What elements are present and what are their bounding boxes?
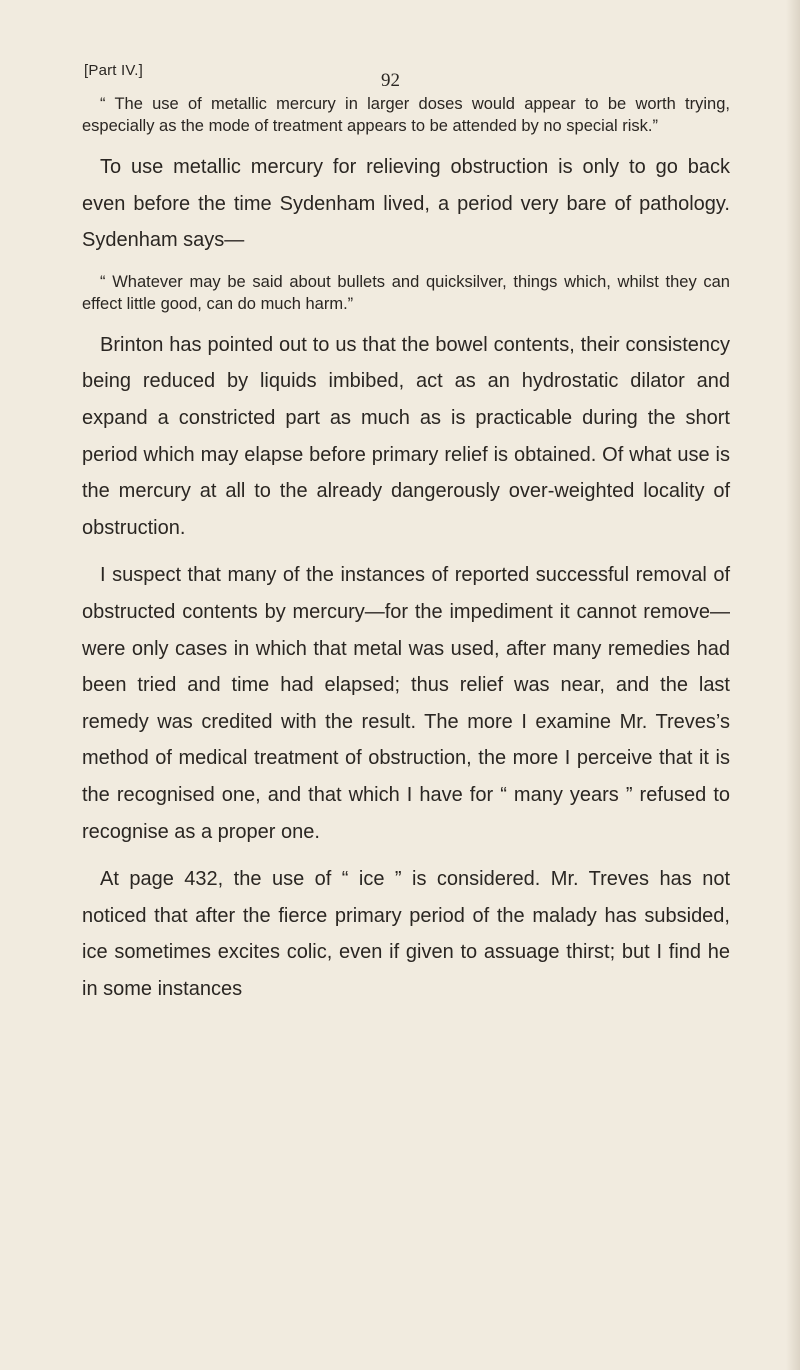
paragraph-brinton: Brinton has pointed out to us that the bowel contents, their consistency being reduced by liquids imbibed, act as an hydrostatic dilator and expand a constricted part as much as is practicable during the short period which may elapse before primary relief is obtained. Of what use is the mercury at all to the already dangerously over-weighted locality of obstruction. — [82, 333, 730, 539]
paragraph-suspicion: I suspect that many of the instances of reported successful removal of obstructed contents by mercury—for the impediment it cannot remove—were only cases in which that metal was used, after many remedies had been tried and time had elapsed; thus relief was near, and the last remedy was credited with the result. The more I examine Mr. Treves’s method of medical treatment of obstruction, the more I perceive that it is the recognised one, and that which I have for “ many years ” refused to recognise as a proper one. — [82, 564, 730, 843]
paragraph-sydenham: To use metallic mercury for relieving obstruction is only to go back even before the time Sydenham lived, a period very bare of pathology. Sydenham says— — [82, 156, 730, 252]
running-head — [84, 62, 712, 92]
paragraph-ice: At page 432, the use of “ ice ” is considered. Mr. Treves has not noticed that after the fierce primary period of the malady has subsided, ice sometimes excites colic, even if given to assuage thirst; but I find he in some instances — [82, 868, 730, 1000]
page-number: 92 — [381, 70, 400, 91]
page-body — [82, 93, 730, 1007]
block-quote-treves: “ The use of metallic mercury in larger doses would appear to be worth trying, especially as the mode of treatment appears to be attended by no special risk.” — [82, 95, 730, 135]
part-label: [Part IV.] — [84, 62, 143, 79]
page-edge-shadow — [786, 0, 800, 1370]
block-quote-sydenham: “ Whatever may be said about bullets and quicksilver, things which, whilst they can effect little good, can do much harm.” — [82, 272, 730, 313]
